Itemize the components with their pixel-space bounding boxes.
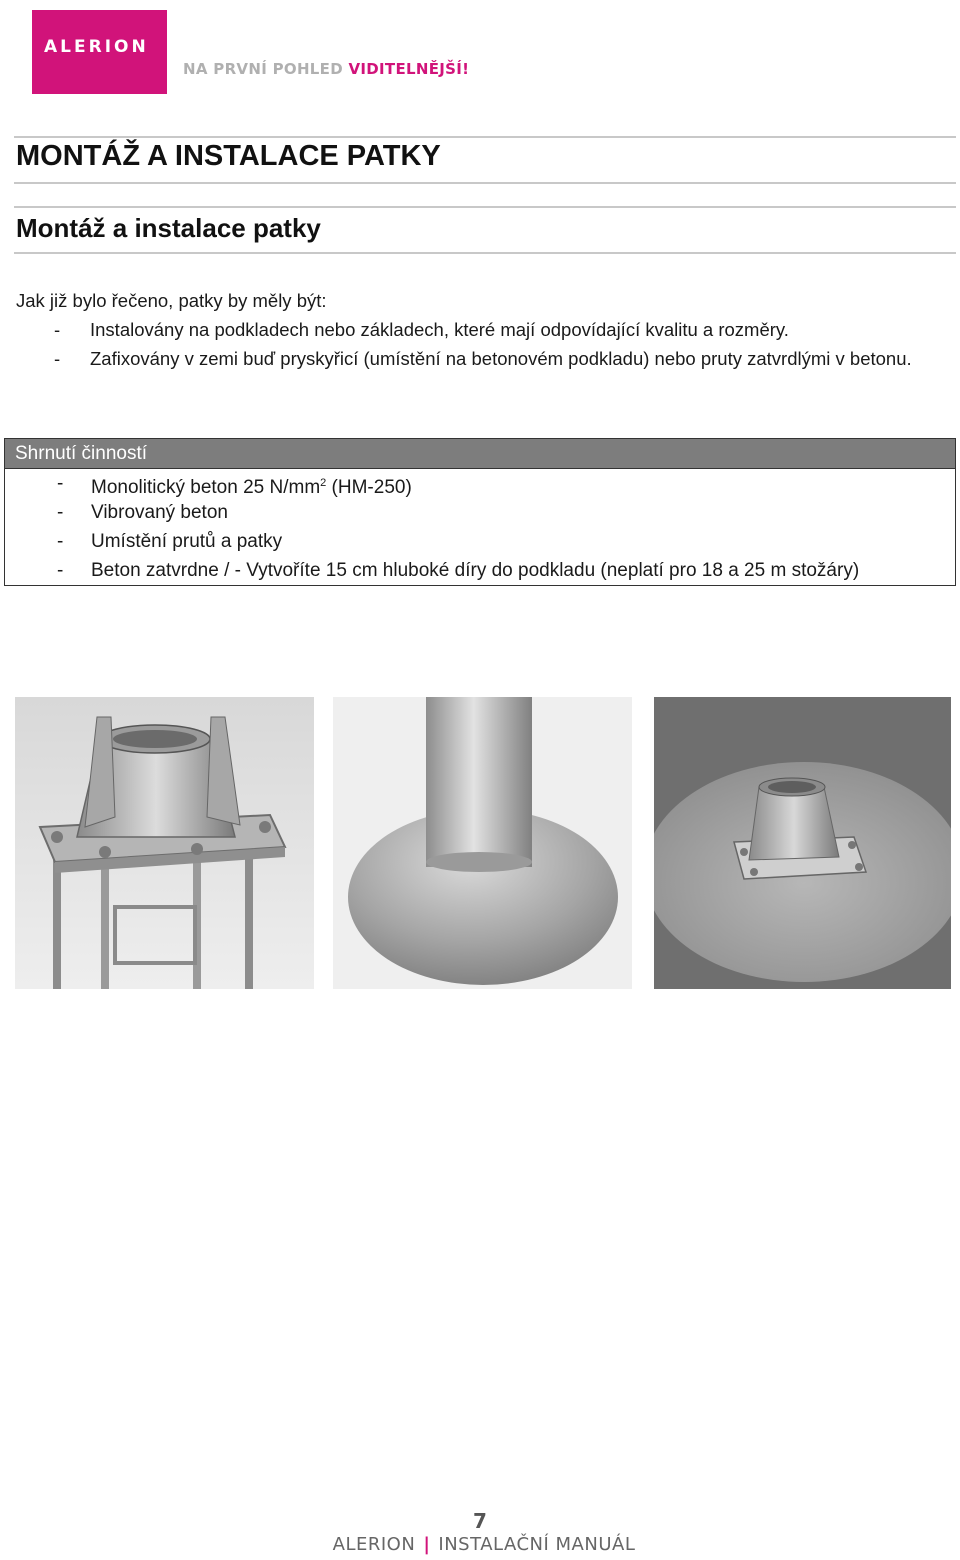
tagline: [183, 60, 469, 78]
section-title: Montáž a instalace patky: [16, 213, 321, 243]
footer-manual-title: INSTALAČNÍ MANUÁL: [438, 1534, 636, 1555]
bullet-dash: -: [57, 502, 64, 523]
bullet-dash: -: [54, 319, 61, 340]
summary-item: [5, 498, 955, 527]
footer-separator: |: [423, 1534, 431, 1555]
footer-brand: ALERION: [332, 1534, 416, 1555]
intro-lead: Jak již bylo řečeno, patky by měly být:: [16, 290, 327, 311]
summary-item: [5, 527, 955, 556]
logo-text: ALERION: [44, 37, 149, 57]
summary-item-text: Monolitický beton 25 N/mm: [91, 477, 321, 498]
bullet-dash: -: [57, 531, 64, 552]
list-item: [16, 344, 946, 373]
alerion-logo: [32, 10, 167, 94]
page-title: MONTÁŽ A INSTALACE PATKY: [16, 140, 441, 172]
list-item-text: Zafixovány v zemi buď pryskyřicí (umístění na betonovém podkladu) nebo pruty zatvrdlými v betonu.: [90, 348, 912, 369]
bullet-dash: -: [57, 473, 64, 494]
divider: [14, 206, 956, 208]
footer: [0, 1534, 960, 1555]
bullet-dash: -: [57, 560, 64, 581]
bullet-dash: -: [54, 348, 61, 369]
divider: [14, 136, 956, 138]
summary-item-text: (HM-250): [326, 477, 412, 498]
summary-heading: Shrnutí činností: [5, 439, 955, 469]
divider: [14, 252, 956, 254]
list-item: [16, 315, 946, 344]
photo-base-in-concrete: [654, 697, 951, 989]
page-number: 7: [473, 1509, 487, 1533]
tagline-part2: VIDITELNĚJŠÍ!: [348, 60, 470, 78]
summary-item-text: Beton zatvrdne / - Vytvoříte 15 cm hluboké díry do podkladu (neplatí pro 18 a 25 m stožáry): [91, 560, 860, 581]
summary-item: [5, 469, 955, 498]
summary-table: [4, 438, 956, 586]
intro-paragraph: [16, 286, 946, 373]
list-item-text: Instalovány na podkladech nebo základech, které mají odpovídající kvalitu a rozměry.: [90, 319, 789, 340]
summary-item-text: Vibrovaný beton: [91, 502, 228, 523]
divider: [14, 182, 956, 184]
photo-base-with-anchor-rods: [15, 697, 314, 989]
superscript: 2: [320, 477, 327, 489]
tagline-part1: NA PRVNÍ POHLED: [183, 60, 349, 78]
summary-item: [5, 556, 955, 585]
photo-pole-flange: [333, 697, 632, 989]
summary-item-text: Umístění prutů a patky: [91, 531, 283, 552]
